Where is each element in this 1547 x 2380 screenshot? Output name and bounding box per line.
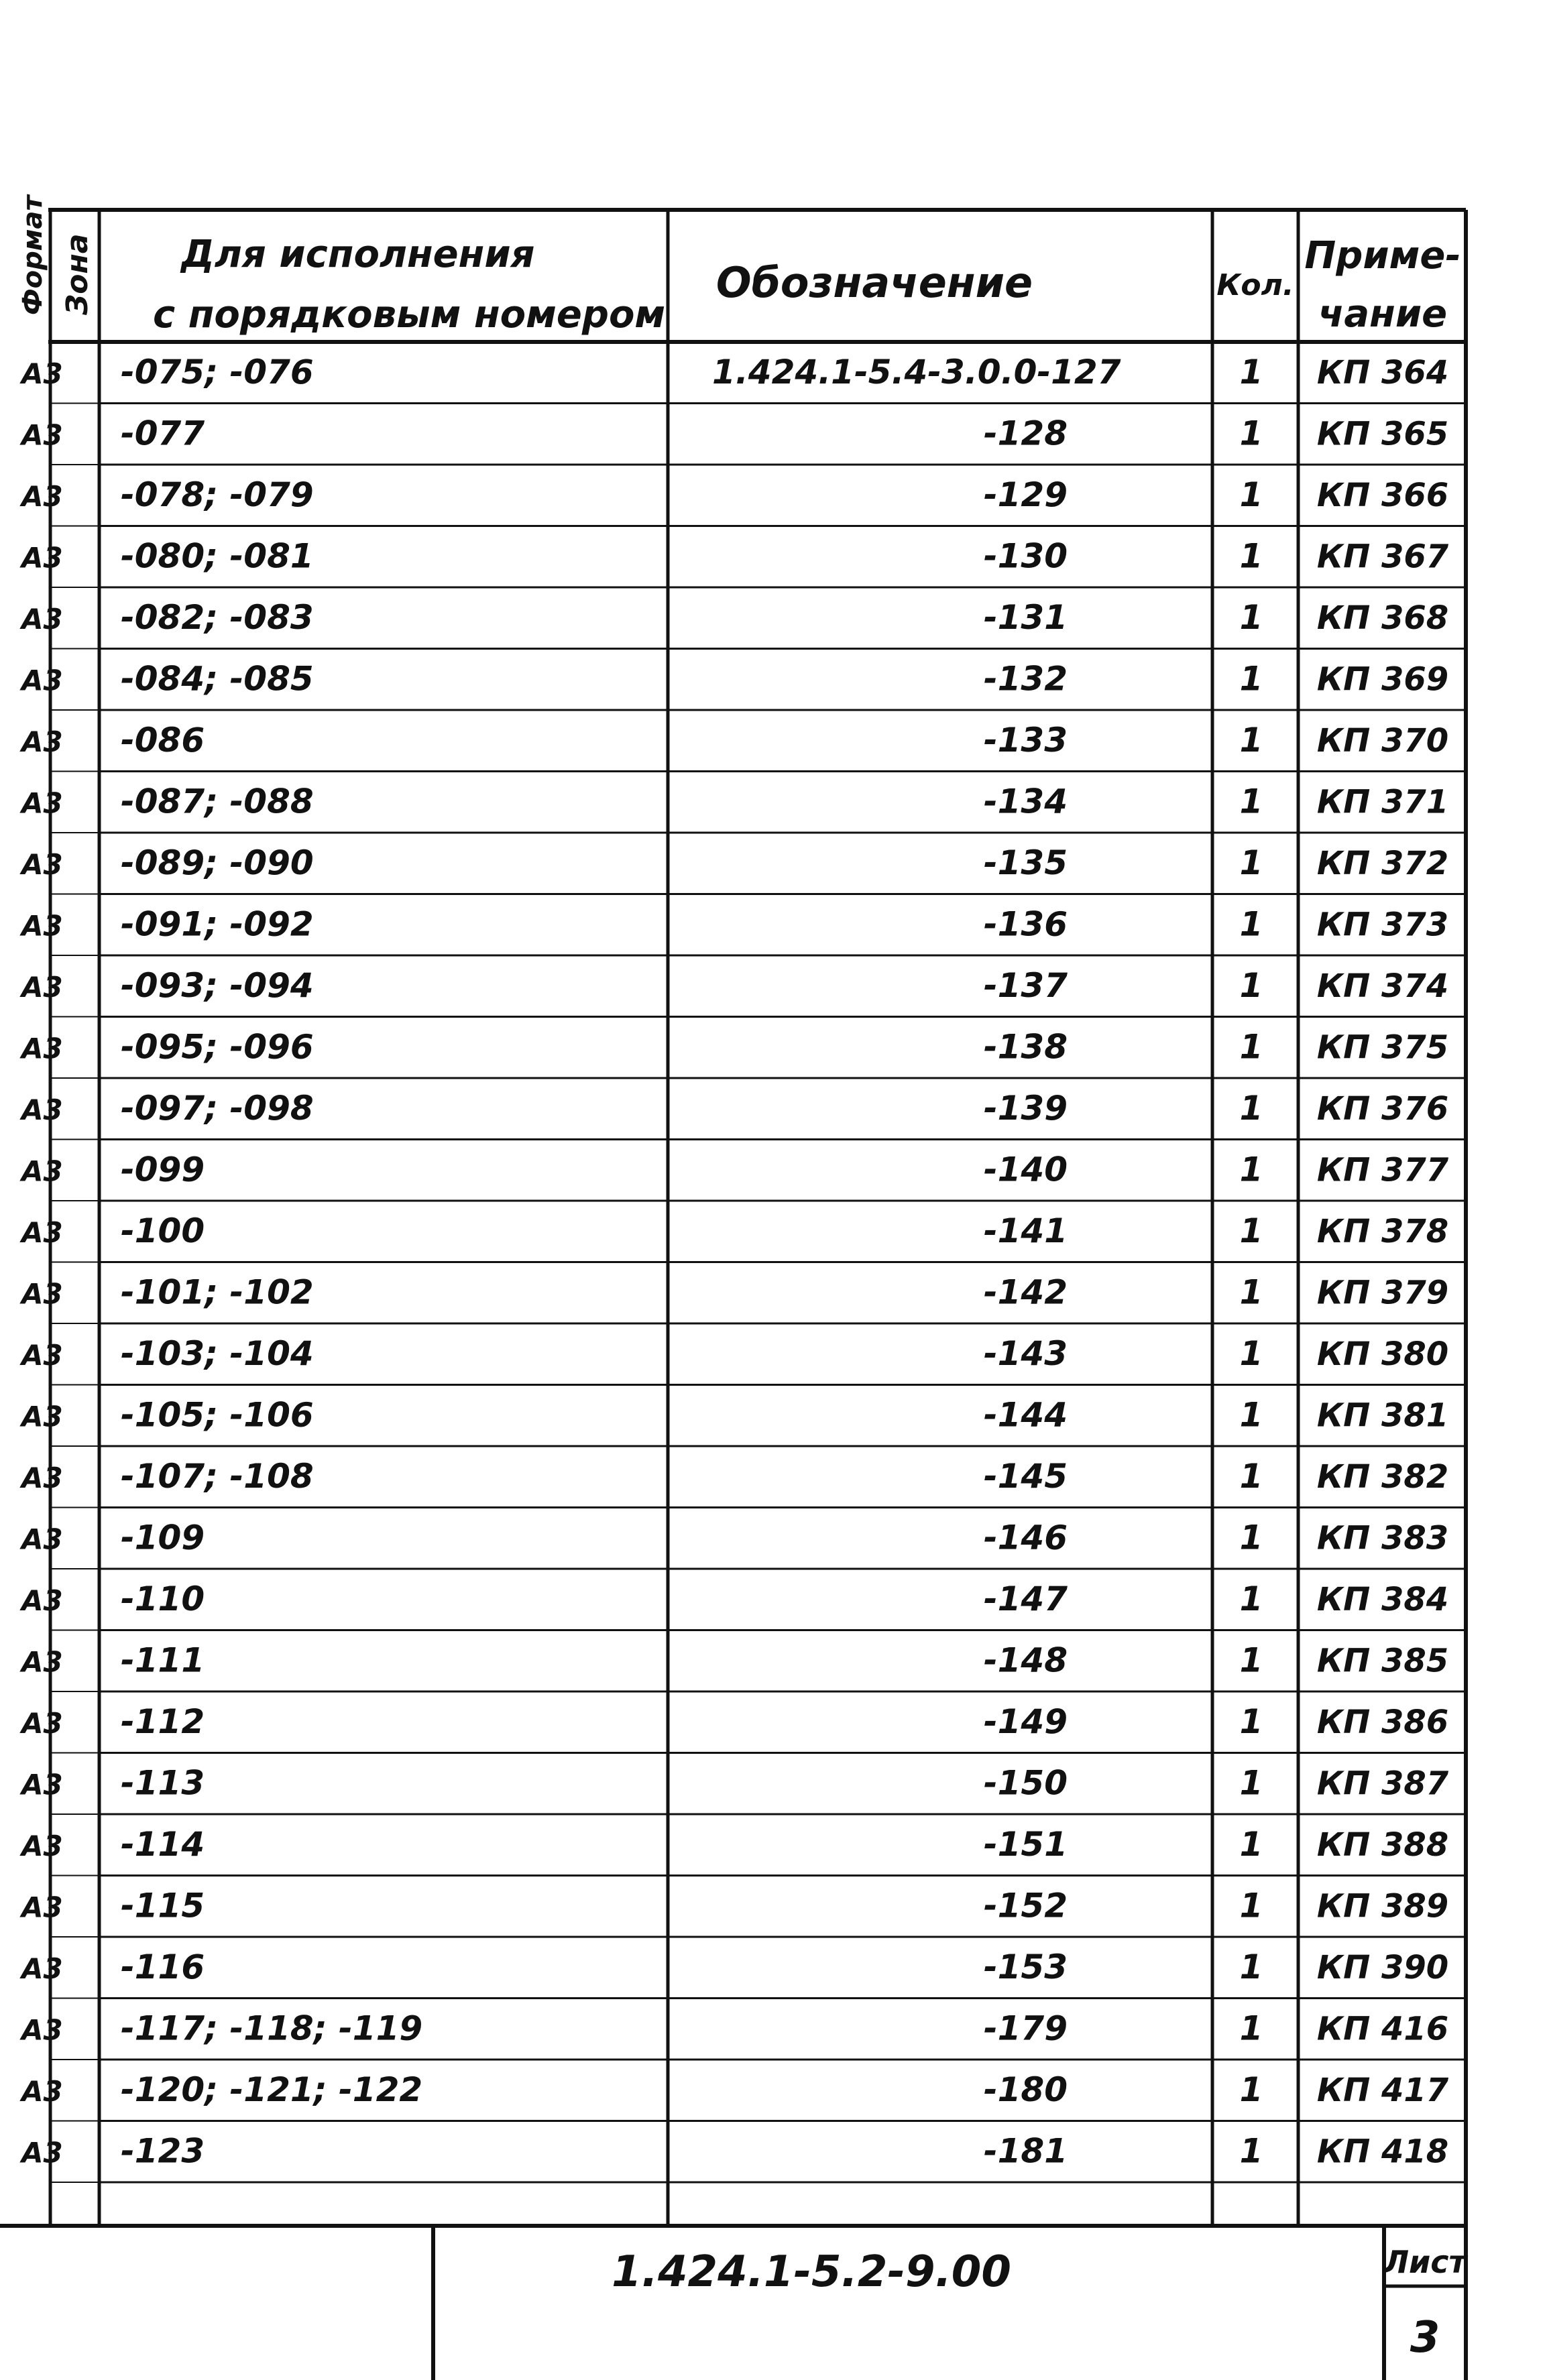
cell-quantity: 1 xyxy=(1239,2009,1263,2048)
cell-execution: -075; -076 xyxy=(121,353,314,392)
cell-execution: -101; -102 xyxy=(121,1272,314,1312)
cell-execution: -095; -096 xyxy=(121,1027,314,1067)
cell-note: КП 370 xyxy=(1316,722,1449,760)
cell-designation: -136 xyxy=(983,904,1068,944)
cell-quantity: 1 xyxy=(1239,966,1263,1006)
table-row xyxy=(19,1825,1466,1875)
cell-execution: -093; -094 xyxy=(121,966,314,1006)
cell-format: А3 xyxy=(21,1339,63,1372)
cell-note: КП 389 xyxy=(1316,1887,1449,1925)
table-row xyxy=(19,1641,1466,1691)
cell-designation: -180 xyxy=(983,2070,1068,2110)
cell-format: А3 xyxy=(21,1523,63,1556)
cell-execution: -116 xyxy=(121,1948,205,1987)
table-row xyxy=(19,2070,1466,2121)
title-block xyxy=(612,2244,1468,2363)
cell-designation: -179 xyxy=(983,2009,1068,2048)
cell-quantity: 1 xyxy=(1239,414,1263,453)
cell-note: КП 387 xyxy=(1316,1765,1449,1803)
table-row xyxy=(19,1948,1466,1998)
cell-quantity: 1 xyxy=(1239,1518,1263,1557)
cell-quantity: 1 xyxy=(1239,782,1263,821)
cell-designation: -129 xyxy=(983,475,1068,515)
cell-quantity: 1 xyxy=(1239,1580,1263,1619)
header-format: Формат xyxy=(17,195,48,315)
cell-quantity: 1 xyxy=(1239,1089,1263,1128)
cell-note: КП 377 xyxy=(1316,1151,1449,1189)
cell-execution: -091; -092 xyxy=(121,904,314,944)
cell-format: А3 xyxy=(21,1277,63,1311)
cell-execution: -113 xyxy=(121,1763,205,1803)
cell-format: А3 xyxy=(21,1584,63,1618)
cell-designation: -145 xyxy=(983,1457,1068,1496)
cell-quantity: 1 xyxy=(1239,1702,1263,1742)
table-row xyxy=(19,782,1466,833)
cell-format: А3 xyxy=(21,1645,63,1679)
cell-execution: -115 xyxy=(121,1886,205,1925)
cell-execution: -082; -083 xyxy=(121,598,314,638)
cell-quantity: 1 xyxy=(1239,475,1263,515)
cell-note: КП 364 xyxy=(1316,354,1449,392)
header-quantity: Кол. xyxy=(1216,268,1294,302)
cell-designation: -181 xyxy=(983,2131,1068,2171)
cell-format: А3 xyxy=(21,1400,63,1433)
cell-execution: -120; -121; -122 xyxy=(121,2070,423,2110)
cell-note: КП 368 xyxy=(1316,599,1449,638)
cell-note: КП 373 xyxy=(1316,906,1449,944)
cell-quantity: 1 xyxy=(1239,2070,1263,2110)
cell-format: А3 xyxy=(21,848,63,882)
table-row xyxy=(19,1089,1466,1139)
cell-format: А3 xyxy=(21,2075,63,2108)
document-code: 1.424.1-5.2-9.00 xyxy=(612,2247,1011,2297)
cell-format: А3 xyxy=(21,418,63,452)
cell-quantity: 1 xyxy=(1239,904,1263,944)
cell-format: А3 xyxy=(21,1768,63,1801)
table-row xyxy=(19,353,1466,403)
cell-format: А3 xyxy=(21,541,63,575)
cell-note: КП 371 xyxy=(1316,783,1449,821)
cell-designation: -148 xyxy=(983,1641,1068,1680)
cell-format: А3 xyxy=(21,2136,63,2169)
cell-quantity: 1 xyxy=(1239,1027,1263,1067)
cell-execution: -097; -098 xyxy=(121,1089,314,1128)
cell-designation: -134 xyxy=(983,782,1068,821)
cell-format: А3 xyxy=(21,971,63,1004)
cell-note: КП 418 xyxy=(1316,2133,1449,2171)
cell-designation: -143 xyxy=(983,1334,1068,1374)
cell-designation: -140 xyxy=(983,1150,1068,1189)
cell-designation: -133 xyxy=(983,721,1068,760)
cell-designation: -131 xyxy=(983,598,1068,638)
cell-format: А3 xyxy=(21,1093,63,1127)
table-row xyxy=(19,660,1466,710)
cell-note: КП 374 xyxy=(1316,967,1449,1006)
table-row xyxy=(19,1702,1466,1752)
cell-quantity: 1 xyxy=(1239,1211,1263,1251)
cell-quantity: 1 xyxy=(1239,1334,1263,1374)
cell-quantity: 1 xyxy=(1239,721,1263,760)
table-row xyxy=(19,414,1466,465)
cell-format: А3 xyxy=(21,1891,63,1924)
cell-execution: -087; -088 xyxy=(121,782,314,821)
cell-designation: -135 xyxy=(983,843,1068,883)
cell-designation: -142 xyxy=(983,1272,1068,1312)
table-row xyxy=(19,537,1466,587)
sheet-label: Лист xyxy=(1383,2244,1467,2280)
cell-quantity: 1 xyxy=(1239,1886,1263,1925)
cell-format: А3 xyxy=(21,664,63,697)
table-row xyxy=(19,1334,1466,1384)
cell-designation: -128 xyxy=(983,414,1068,453)
cell-note: КП 390 xyxy=(1316,1949,1449,1987)
table-row xyxy=(19,1150,1466,1201)
cell-quantity: 1 xyxy=(1239,1948,1263,1987)
cell-execution: -103; -104 xyxy=(121,1334,314,1374)
table-row xyxy=(19,1273,1466,1323)
cell-execution: -105; -106 xyxy=(121,1395,314,1435)
cell-format: А3 xyxy=(21,480,63,514)
header-designation: Обозначение xyxy=(715,258,1033,307)
cell-execution: -084; -085 xyxy=(121,659,314,699)
cell-designation: 1.424.1-5.4-3.0.0-127 xyxy=(712,353,1121,392)
table-row xyxy=(19,966,1466,1016)
cell-designation: -149 xyxy=(983,1702,1068,1742)
cell-format: А3 xyxy=(21,1952,63,1986)
cell-quantity: 1 xyxy=(1239,1395,1263,1435)
cell-execution: -114 xyxy=(121,1825,205,1864)
table-row xyxy=(19,1887,1466,1937)
cell-designation: -130 xyxy=(983,536,1068,576)
cell-execution: -100 xyxy=(121,1211,205,1251)
cell-execution: -099 xyxy=(121,1150,205,1189)
table-row xyxy=(19,598,1466,648)
cell-note: КП 382 xyxy=(1316,1458,1449,1496)
cell-note: КП 379 xyxy=(1316,1274,1449,1312)
table-row xyxy=(19,1519,1466,1569)
cell-note: КП 385 xyxy=(1316,1642,1449,1680)
cell-format: А3 xyxy=(21,1462,63,1495)
cell-quantity: 1 xyxy=(1239,353,1263,392)
cell-execution: -112 xyxy=(121,1702,205,1742)
cell-execution: -078; -079 xyxy=(121,475,314,515)
cell-quantity: 1 xyxy=(1239,1763,1263,1803)
cell-note: КП 416 xyxy=(1316,2010,1449,2048)
cell-quantity: 1 xyxy=(1239,1272,1263,1312)
cell-execution: -109 xyxy=(121,1518,205,1557)
cell-quantity: 1 xyxy=(1239,536,1263,576)
cell-note: КП 417 xyxy=(1316,2072,1449,2110)
header-execution-line1: Для исполнения xyxy=(181,233,535,276)
table-row xyxy=(19,1211,1466,1262)
table-row xyxy=(19,475,1466,526)
table-row xyxy=(19,2132,1466,2182)
cell-designation: -139 xyxy=(983,1089,1068,1128)
cell-format: А3 xyxy=(21,1154,63,1188)
cell-note: КП 365 xyxy=(1316,415,1449,453)
cell-execution: -111 xyxy=(121,1641,205,1680)
cell-note: КП 383 xyxy=(1316,1519,1449,1557)
cell-format: А3 xyxy=(21,909,63,943)
cell-note: КП 366 xyxy=(1316,477,1449,515)
cell-note: КП 375 xyxy=(1316,1028,1449,1067)
table-row xyxy=(19,1457,1466,1507)
cell-designation: -151 xyxy=(983,1825,1068,1864)
cell-format: А3 xyxy=(21,1032,63,1065)
cell-quantity: 1 xyxy=(1239,1825,1263,1864)
cell-quantity: 1 xyxy=(1239,1457,1263,1496)
table-row xyxy=(19,2009,1466,2060)
cell-note: КП 384 xyxy=(1316,1581,1449,1619)
cell-format: А3 xyxy=(21,725,63,759)
cell-execution: -086 xyxy=(121,721,205,760)
cell-format: А3 xyxy=(21,603,63,636)
cell-format: А3 xyxy=(21,1707,63,1740)
cell-quantity: 1 xyxy=(1239,1641,1263,1680)
cell-format: А3 xyxy=(21,1830,63,1863)
cell-note: КП 381 xyxy=(1316,1396,1449,1435)
cell-designation: -141 xyxy=(983,1211,1068,1251)
cell-quantity: 1 xyxy=(1239,843,1263,883)
cell-execution: -089; -090 xyxy=(121,843,314,883)
cell-execution: -117; -118; -119 xyxy=(121,2009,423,2048)
table-row xyxy=(19,1580,1466,1630)
cell-quantity: 1 xyxy=(1239,1150,1263,1189)
cell-format: А3 xyxy=(21,1216,63,1250)
cell-execution: -110 xyxy=(121,1580,205,1619)
cell-execution: -077 xyxy=(121,414,205,453)
cell-designation: -146 xyxy=(983,1518,1068,1557)
cell-note: КП 376 xyxy=(1316,1090,1449,1128)
header-note-line2: чание xyxy=(1318,292,1448,336)
cell-designation: -144 xyxy=(983,1395,1068,1435)
table-row xyxy=(19,1764,1466,1814)
cell-note: КП 369 xyxy=(1316,660,1449,699)
cell-note: КП 380 xyxy=(1316,1335,1449,1374)
cell-quantity: 1 xyxy=(1239,598,1263,638)
cell-designation: -137 xyxy=(983,966,1068,1006)
table-row xyxy=(19,905,1466,955)
cell-note: КП 386 xyxy=(1316,1704,1449,1742)
cell-designation: -150 xyxy=(983,1763,1068,1803)
cell-quantity: 1 xyxy=(1239,2131,1263,2171)
table-body xyxy=(19,342,1466,2182)
table-row xyxy=(19,721,1466,771)
cell-designation: -147 xyxy=(983,1580,1068,1619)
table-header xyxy=(17,194,1461,337)
cell-format: А3 xyxy=(21,786,63,820)
cell-execution: -107; -108 xyxy=(121,1457,314,1496)
cell-execution: -123 xyxy=(121,2131,205,2171)
cell-format: А3 xyxy=(21,357,63,391)
cell-quantity: 1 xyxy=(1239,659,1263,699)
cell-note: КП 388 xyxy=(1316,1826,1449,1864)
cell-format: А3 xyxy=(21,2013,63,2047)
cell-designation: -153 xyxy=(983,1948,1068,1987)
table-row xyxy=(19,1396,1466,1446)
header-execution-line2: с порядковым номером xyxy=(153,293,666,337)
sheet-number: 3 xyxy=(1410,2313,1440,2363)
cell-designation: -152 xyxy=(983,1886,1068,1925)
cell-note: КП 367 xyxy=(1316,538,1449,576)
cell-execution: -080; -081 xyxy=(121,536,314,576)
cell-designation: -132 xyxy=(983,659,1068,699)
table-row xyxy=(19,843,1466,894)
cell-note: КП 378 xyxy=(1316,1213,1449,1251)
cell-note: КП 372 xyxy=(1316,845,1449,883)
cell-designation: -138 xyxy=(983,1027,1068,1067)
header-note-line1: Приме- xyxy=(1304,234,1461,278)
table-row xyxy=(19,1028,1466,1078)
header-zone: Зона xyxy=(60,233,95,315)
